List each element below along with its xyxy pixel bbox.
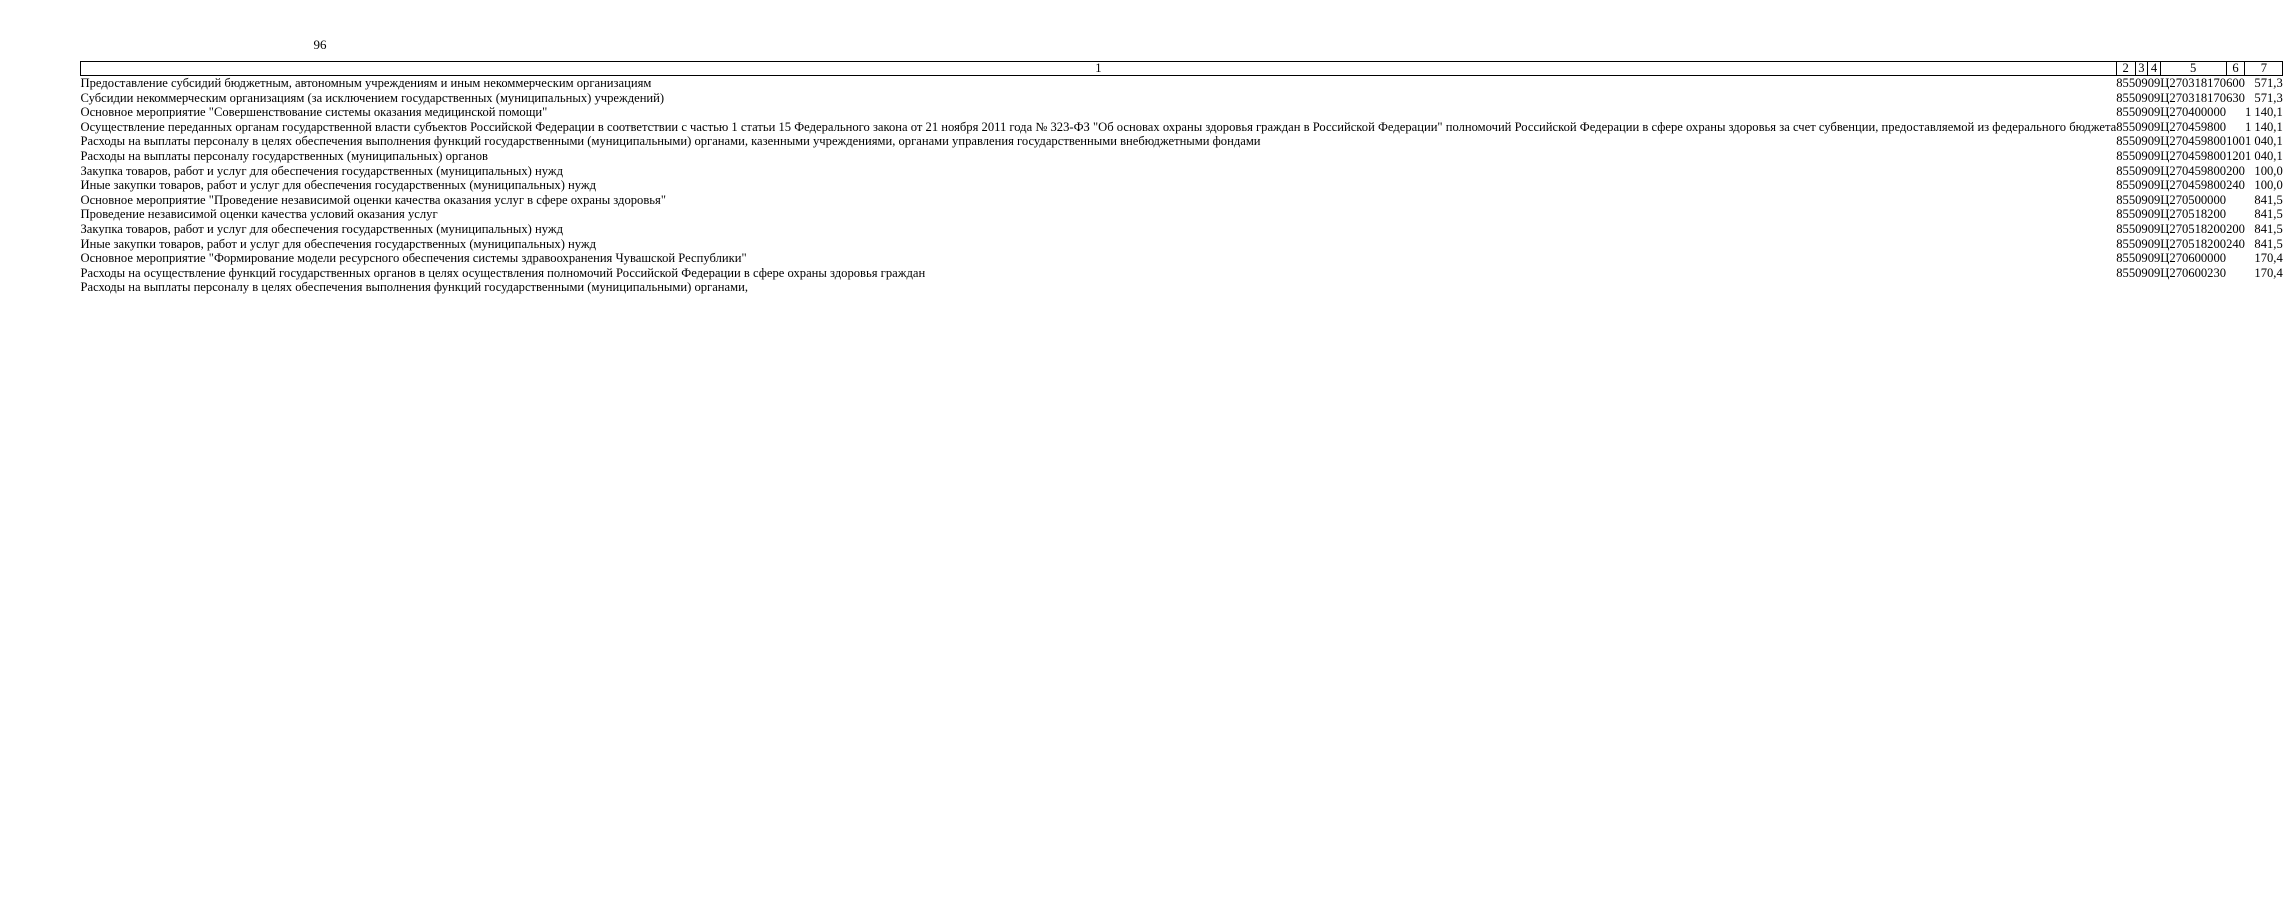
row-name-cell: Субсидии некоммерческим организациям (за исключением государственных (муниципальных) учреждений)	[80, 90, 665, 105]
section-cell: 09	[2135, 76, 2148, 90]
ministry-code-cell: 855	[2116, 265, 2136, 280]
amount-cell: 571,3	[2254, 76, 2283, 90]
expense-type-cell	[2226, 280, 2245, 295]
ministry-code-cell: 855	[2116, 251, 2136, 266]
expense-type-cell	[2226, 207, 2245, 222]
expense-type-cell: 240	[2226, 178, 2245, 193]
amount-cell: 841,5	[2254, 221, 2283, 236]
header-cell: 1	[81, 62, 2117, 76]
row-name-cell: Осуществление переданных органам государственной власти субъектов Российской Федерации в соответствии с частью 1 статьи 15 Федерального закона от 21 ноября 2011 года № 323-ФЗ "Об основах охраны здоровья граждан в Российской Федерации" полномочий Российской Федерации в сфере охраны здоровья за счет субвенции, предоставляемой из федерального бюджета	[80, 119, 2117, 134]
amount-cell: 1 140,1	[2244, 119, 2283, 134]
ministry-code-cell: 855	[2116, 221, 2136, 236]
expense-type-cell	[2226, 266, 2245, 281]
subsection-cell: 09	[2147, 119, 2161, 134]
row-name-cell: Закупка товаров, работ и услуг для обеспечения государственных (муниципальных) нужд	[80, 221, 563, 236]
expense-type-cell: 600	[2226, 76, 2245, 90]
amount-cell: 841,5	[2254, 207, 2283, 222]
subsection-cell: 09	[2147, 134, 2161, 149]
section-cell	[2135, 280, 2148, 295]
subsection-cell: 09	[2147, 192, 2161, 207]
expense-type-cell	[2226, 193, 2245, 208]
subsection-cell	[2148, 280, 2161, 295]
subsection-cell: 09	[2147, 148, 2161, 163]
expense-type-cell	[2226, 105, 2245, 120]
section-cell: 09	[2135, 236, 2148, 251]
table-row	[81, 91, 2283, 106]
amount-cell: 1 040,1	[2244, 134, 2283, 149]
expense-type-cell	[2226, 120, 2245, 135]
budget-table	[80, 61, 2283, 295]
target-article-cell: Ц270400000	[2160, 105, 2227, 120]
section-cell: 09	[2135, 265, 2148, 280]
table-row	[81, 280, 2283, 295]
table-row	[81, 251, 2283, 266]
table-row	[81, 149, 2283, 164]
table-row	[81, 120, 2283, 135]
subsection-cell: 09	[2147, 105, 2161, 120]
section-cell: 09	[2135, 105, 2148, 120]
table-row	[81, 105, 2283, 120]
table-row	[81, 164, 2283, 179]
header-cell: 4	[2148, 62, 2161, 76]
expense-type-cell: 240	[2226, 236, 2245, 251]
ministry-code-cell: 855	[2116, 90, 2136, 105]
amount-cell: 841,5	[2254, 192, 2283, 207]
ministry-code-cell: 855	[2116, 148, 2136, 163]
ministry-code-cell: 855	[2116, 134, 2136, 149]
expense-type-cell	[2226, 251, 2245, 266]
section-cell: 09	[2135, 148, 2148, 163]
row-name-cell: Предоставление субсидий бюджетным, автономным учреждениям и иным некоммерческим организациям	[80, 76, 652, 90]
table-row	[81, 266, 2283, 281]
target-article-cell: Ц270459800	[2160, 178, 2227, 193]
amount-cell: 170,4	[2254, 265, 2283, 280]
page-number: 96	[313, 37, 327, 52]
target-article-cell: Ц270318170	[2160, 76, 2227, 90]
row-name-cell: Иные закупки товаров, работ и услуг для обеспечения государственных (муниципальных) нужд	[80, 178, 597, 193]
header-cell: 6	[2226, 62, 2245, 76]
subsection-cell: 09	[2147, 163, 2161, 178]
ministry-code-cell: 855	[2116, 163, 2136, 178]
section-cell: 09	[2135, 178, 2148, 193]
section-cell: 09	[2135, 163, 2148, 178]
table-row	[81, 237, 2283, 252]
table-row	[81, 134, 2283, 149]
subsection-cell: 09	[2147, 236, 2161, 251]
row-name-cell: Расходы на выплаты персоналу государственных (муниципальных) органов	[80, 148, 488, 163]
row-name-cell: Проведение независимой оценки качества условий оказания услуг	[80, 207, 438, 222]
table-row	[81, 207, 2283, 222]
header-cell: 5	[2160, 62, 2226, 76]
section-cell: 09	[2135, 207, 2148, 222]
target-article-cell: Ц270600000	[2160, 251, 2227, 266]
target-article-cell: Ц270500000	[2160, 192, 2227, 207]
target-article-cell: Ц270459800	[2160, 119, 2227, 134]
ministry-code-cell: 855	[2116, 192, 2136, 207]
subsection-cell: 09	[2147, 178, 2161, 193]
subsection-cell: 09	[2147, 207, 2161, 222]
row-name-cell: Основное мероприятие "Проведение независимой оценки качества оказания услуг в сфере охраны здоровья"	[80, 192, 666, 207]
target-article-cell: Ц270459800	[2160, 148, 2227, 163]
target-article-cell: Ц270518200	[2160, 221, 2227, 236]
target-article-cell: Ц270318170	[2160, 90, 2227, 105]
target-article-cell: Ц270600230	[2160, 265, 2227, 280]
expense-type-cell: 100	[2226, 134, 2245, 149]
amount-cell: 100,0	[2254, 163, 2283, 178]
subsection-cell: 09	[2147, 251, 2161, 266]
section-cell: 09	[2135, 251, 2148, 266]
amount-cell: 170,4	[2254, 251, 2283, 266]
table-row	[81, 222, 2283, 237]
amount-cell: 841,5	[2254, 236, 2283, 251]
section-cell: 09	[2135, 90, 2148, 105]
amount-cell: 1 040,1	[2244, 148, 2283, 163]
target-article-cell: Ц270459800	[2160, 134, 2227, 149]
table-row	[81, 76, 2283, 91]
row-name-cell: Расходы на выплаты персоналу в целях обеспечения выполнения функций государственными (муниципальными) органами,	[80, 280, 748, 295]
row-name-cell: Закупка товаров, работ и услуг для обеспечения государственных (муниципальных) нужд	[80, 163, 563, 178]
table-row	[81, 193, 2283, 208]
subsection-cell: 09	[2147, 265, 2161, 280]
amount-cell: 100,0	[2254, 178, 2283, 193]
row-name-cell: Расходы на выплаты персоналу в целях обеспечения выполнения функций государственными (муниципальными) органами, казенными учреждениями, органами управления государственными внебюджетными фондами	[80, 134, 1261, 149]
amount-cell	[2245, 280, 2283, 295]
target-article-cell: Ц270518200	[2160, 236, 2227, 251]
ministry-code-cell: 855	[2116, 178, 2136, 193]
row-name-cell: Основное мероприятие "Совершенствование системы оказания медицинской помощи"	[80, 105, 548, 120]
target-article-cell: Ц270459800	[2160, 163, 2227, 178]
section-cell: 09	[2135, 134, 2148, 149]
amount-cell: 1 140,1	[2244, 105, 2283, 120]
section-cell: 09	[2135, 221, 2148, 236]
row-name-cell: Иные закупки товаров, работ и услуг для обеспечения государственных (муниципальных) нужд	[80, 236, 597, 251]
header-cell: 3	[2135, 62, 2148, 76]
expense-type-cell: 630	[2226, 90, 2245, 105]
ministry-code-cell: 855	[2116, 119, 2136, 134]
ministry-code-cell: 855	[2116, 236, 2136, 251]
table-body	[81, 76, 2283, 295]
expense-type-cell: 200	[2226, 221, 2245, 236]
ministry-code-cell	[2116, 280, 2135, 295]
row-name-cell: Расходы на осуществление функций государственных органов в целях осуществления полномочий Российской Федерации в сфере охраны здоровья граждан	[80, 265, 926, 280]
section-cell: 09	[2135, 119, 2148, 134]
subsection-cell: 09	[2147, 221, 2161, 236]
row-name-cell: Основное мероприятие "Формирование модели ресурсного обеспечения системы здравоохранения Чувашской Республики"	[80, 251, 747, 266]
amount-cell: 571,3	[2254, 90, 2283, 105]
header-cell: 7	[2245, 62, 2283, 76]
table-header-row	[81, 62, 2283, 76]
section-cell: 09	[2135, 192, 2148, 207]
target-article-cell	[2160, 280, 2226, 295]
subsection-cell: 09	[2147, 76, 2161, 90]
expense-type-cell: 200	[2226, 163, 2245, 178]
ministry-code-cell: 855	[2116, 207, 2136, 222]
table-row	[81, 178, 2283, 193]
header-cell: 2	[2116, 62, 2135, 76]
subsection-cell: 09	[2147, 90, 2161, 105]
ministry-code-cell: 855	[2116, 76, 2136, 90]
target-article-cell: Ц270518200	[2160, 207, 2227, 222]
expense-type-cell: 120	[2226, 148, 2245, 163]
ministry-code-cell: 855	[2116, 105, 2136, 120]
